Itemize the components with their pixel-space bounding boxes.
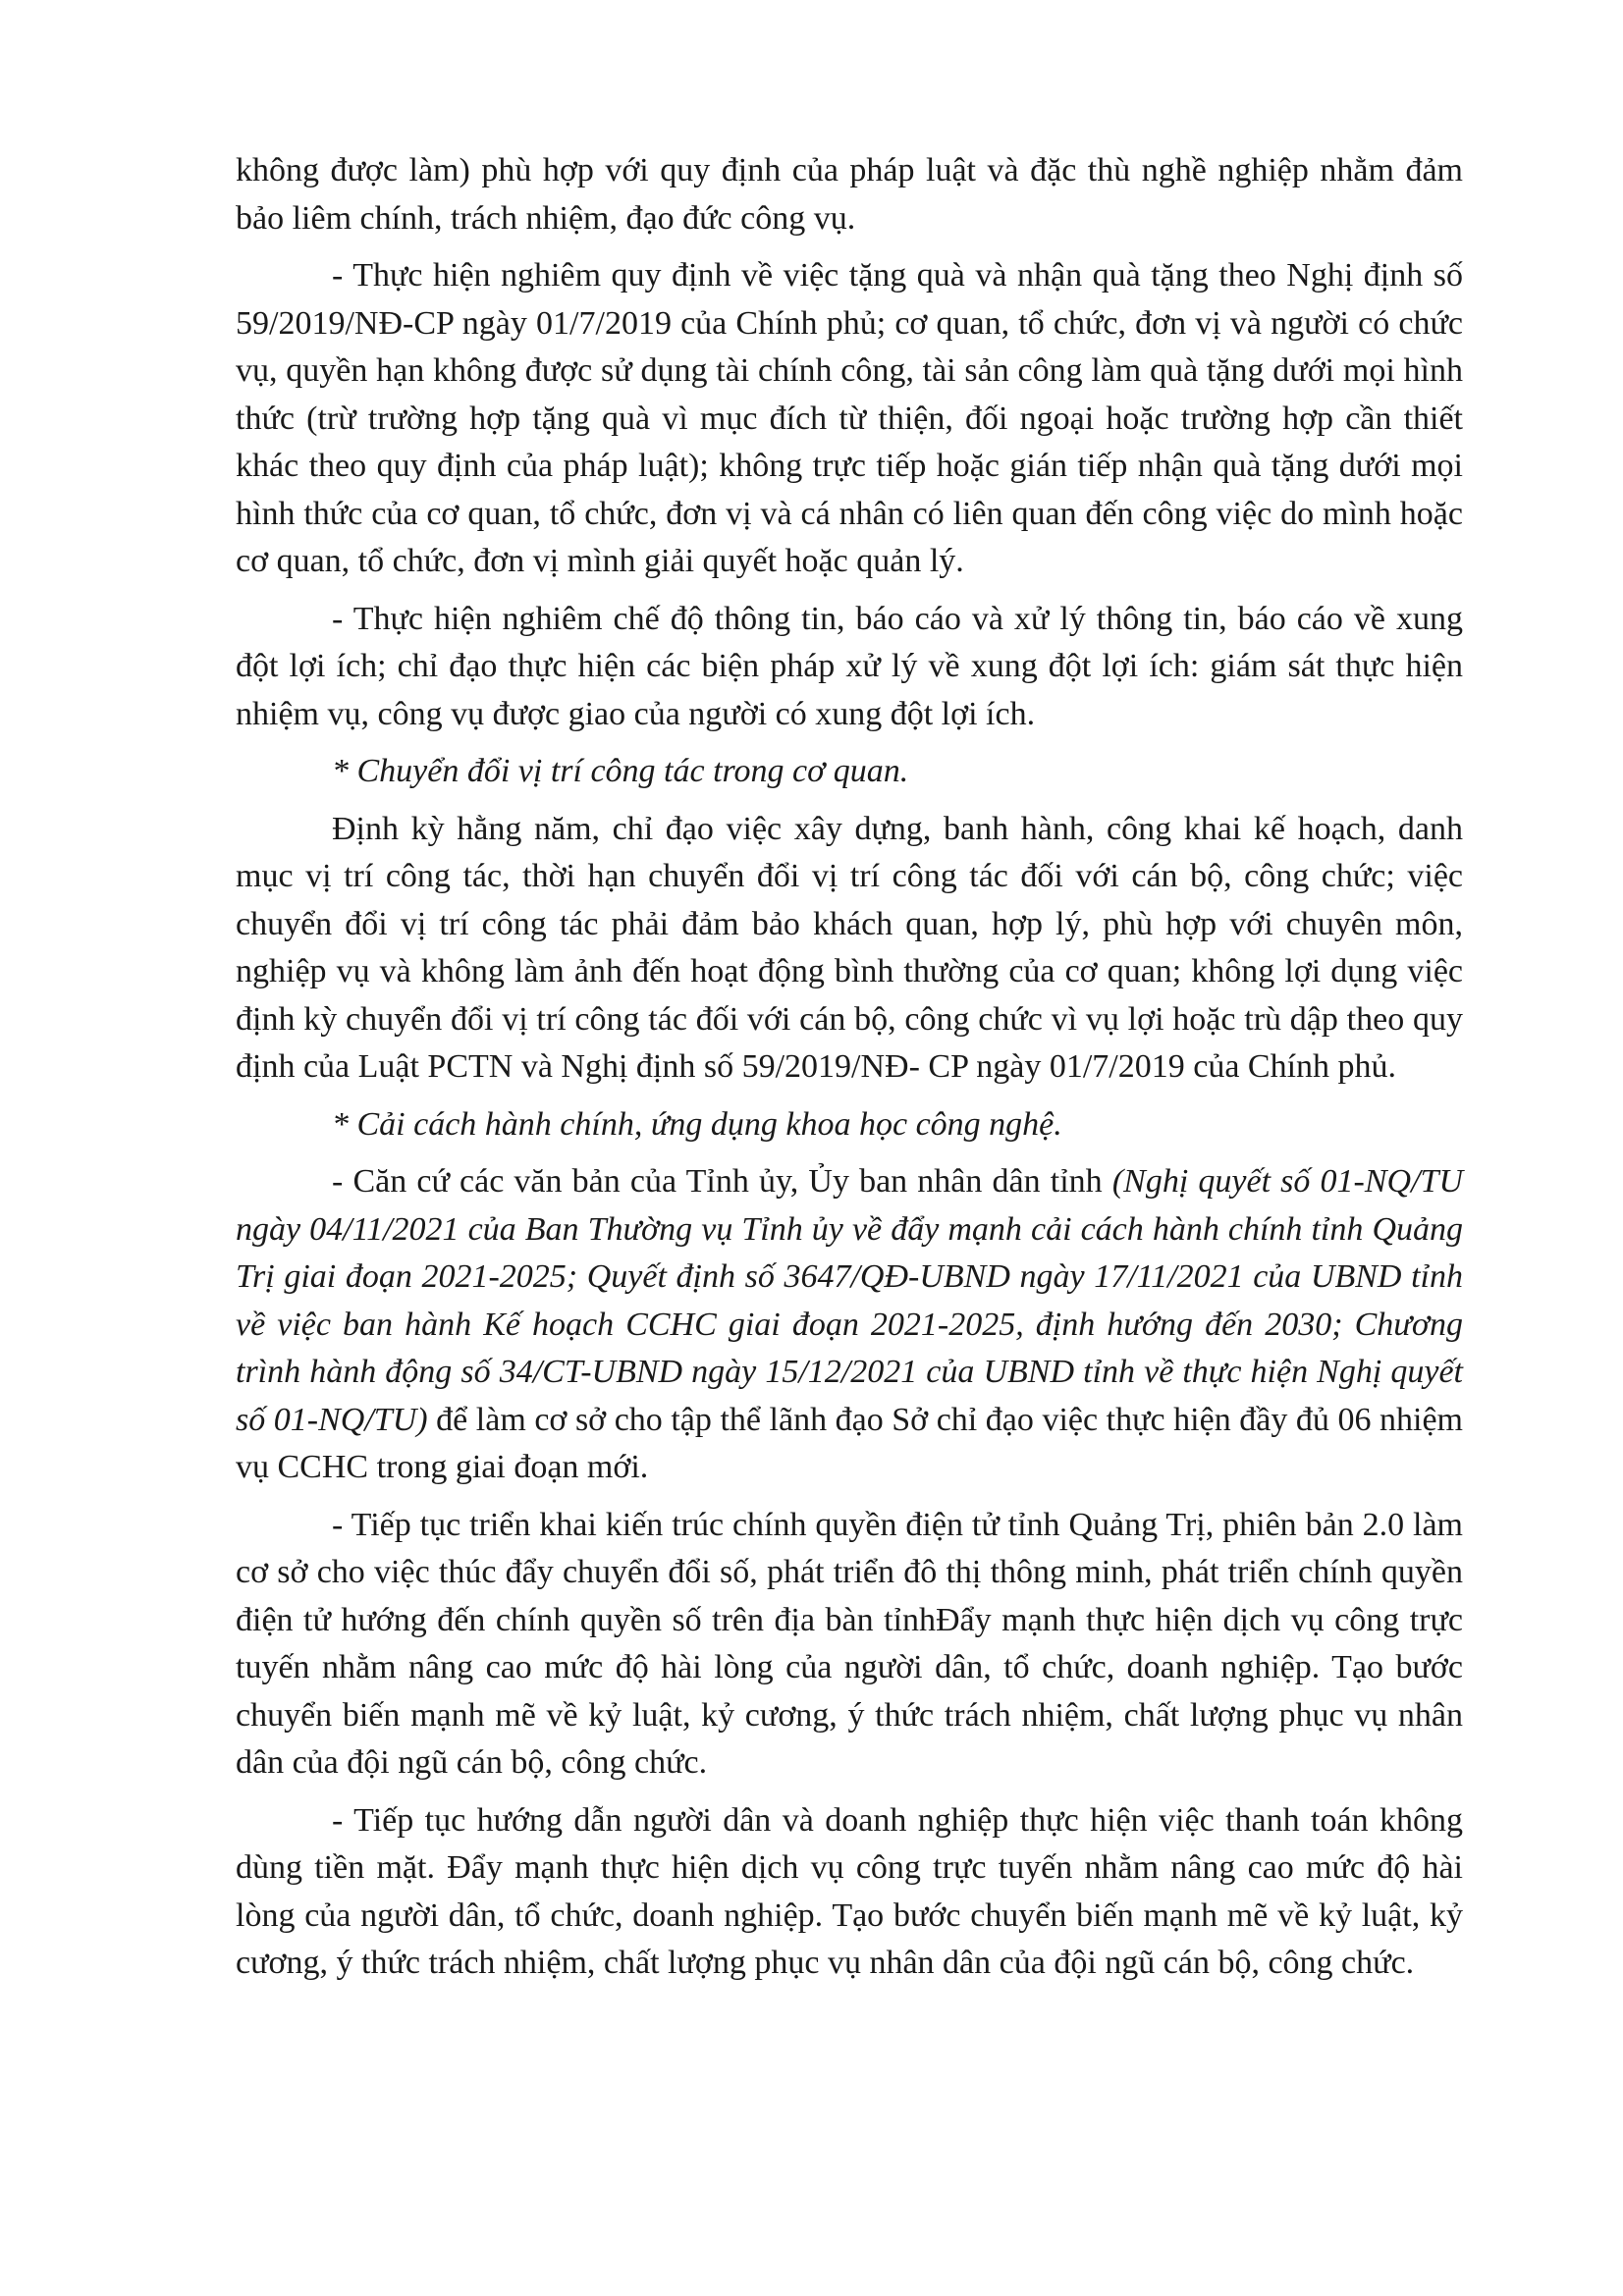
paragraph-cashless-payment: - Tiếp tục hướng dẫn người dân và doanh nghiệp thực hiện việc thanh toán không dùng tiền mặt. Đẩy mạnh thực hiện dịch vụ công trực tuyến nhằm nâng cao mức độ hài lòng của người dân, tổ chức, doanh nghiệp. Tạo bước chuyển biến mạnh mẽ về kỷ luật, kỷ cương, ý thức trách nhiệm, chất lượng phục vụ nhân dân của đội ngũ cán bộ, công chức. <box>236 1801 1463 1981</box>
admin-reform-cited-documents: (Nghị quyết số 01-NQ/TU ngày 04/11/2021 của Ban Thường vụ Tỉnh ủy về đẩy mạnh cải cách hành chính tỉnh Quảng Trị giai đoạn 2021-2025; Quyết định số 3647/QĐ-UBND ngày 17/11/2021 của UBND tỉnh về việc ban hành Kế hoạch CCHC giai đoạn 2021-2025, định hướng đến 2030; Chương trình hành động số 34/CT-UBND ngày 15/12/2021 của UBND tỉnh về thực hiện Nghị quyết số 01-NQ/TU) <box>236 1163 1463 1438</box>
section-heading-position-rotation: * Chuyển đổi vị trí công tác trong cơ quan. <box>332 753 909 789</box>
paragraph-position-rotation: Định kỳ hằng năm, chỉ đạo việc xây dựng, banh hành, công khai kế hoạch, danh mục vị trí công tác, thời hạn chuyển đổi vị trí công tác đối với cán bộ, công chức; việc chuyển đổi vị trí công tác phải đảm bảo khách quan, hợp lý, phù hợp với chuyên môn, nghiệp vụ và không làm ảnh đến hoạt động bình thường của cơ quan; không lợi dụng việc định kỳ chuyển đổi vị trí công tác đối với cán bộ, công chức vì vụ lợi hoặc trù dập theo quy định của Luật PCTN và Nghị định số 59/2019/NĐ- CP ngày 01/7/2019 của Chính phủ. <box>236 810 1463 1085</box>
paragraph-continuation: không được làm) phù hợp với quy định của pháp luật và đặc thù nghề nghiệp nhằm đảm bảo liêm chính, trách nhiệm, đạo đức công vụ. <box>236 152 1463 237</box>
paragraph-conflict-of-interest: - Thực hiện nghiêm chế độ thông tin, báo cáo và xử lý thông tin, báo cáo về xung đột lợi ích; chỉ đạo thực hiện các biện pháp xử lý về xung đột lợi ích: giám sát thực hiện nhiệm vụ, công vụ được giao của người có xung đột lợi ích. <box>236 600 1463 732</box>
paragraph-gift-regulation: - Thực hiện nghiêm quy định về việc tặng quà và nhận quà tặng theo Nghị định số 59/2019/NĐ-CP ngày 01/7/2019 của Chính phủ; cơ quan, tổ chức, đơn vị và người có chức vụ, quyền hạn không được sử dụng tài chính công, tài sản công làm quà tặng dưới mọi hình thức (trừ trường hợp tặng quà vì mục đích từ thiện, đối ngoại hoặc trường hợp cần thiết khác theo quy định của pháp luật); không trực tiếp hoặc gián tiếp nhận quà tặng dưới mọi hình thức của cơ quan, tổ chức, đơn vị và cá nhân có liên quan đến công việc do mình hoặc cơ quan, tổ chức, đơn vị mình giải quyết hoặc quản lý. <box>236 257 1463 579</box>
admin-reform-text-before: - Căn cứ các văn bản của Tỉnh ủy, Ủy ban nhân dân tỉnh <box>332 1163 1112 1200</box>
section-heading-admin-reform: * Cải cách hành chính, ứng dụng khoa học công nghệ. <box>332 1105 1062 1143</box>
paragraph-admin-reform-basis <box>236 1158 1463 1492</box>
admin-reform-text-after: để làm cơ sở cho tập thể lãnh đạo Sở chỉ đạo việc thực hiện đầy đủ 06 nhiệm vụ CCHC trong giai đoạn mới. <box>236 1401 1463 1485</box>
paragraph-e-government: - Tiếp tục triển khai kiến trúc chính quyền điện tử tỉnh Quảng Trị, phiên bản 2.0 làm cơ sở cho việc thúc đẩy chuyển đổi số, phát triển đô thị thông minh, phát triển chính quyền điện tử hướng đến chính quyền số trên địa bàn tỉnhĐẩy mạnh thực hiện dịch vụ công trực tuyến nhằm nâng cao mức độ hài lòng của người dân, tổ chức, doanh nghiệp. Tạo bước chuyển biến mạnh mẽ về kỷ luật, kỷ cương, ý thức trách nhiệm, chất lượng phục vụ nhân dân của đội ngũ cán bộ, công chức. <box>236 1506 1463 1781</box>
document-body <box>236 147 1463 1998</box>
